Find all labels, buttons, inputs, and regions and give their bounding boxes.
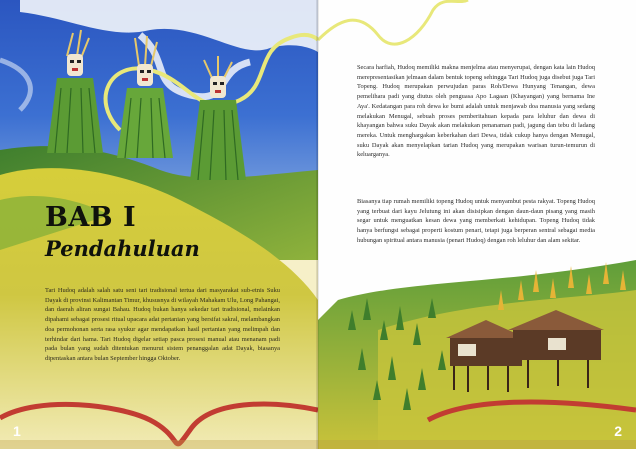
chapter-title: Pendahuluan [45, 236, 200, 261]
intro-paragraph: Tari Hudoq adalah salah satu seni tari tradisional tertua dari masyarakat sub-etnis Suku Dayak di provinsi Kalimantan Timur, khususnya di wilayah Mahakam Ulu, Long Pahangai, dan daerah aliran sungai Bahau. Hudoq bukan hanya sekedar tari tradisional, melainkan dipahami sebagai prosesi ritual upacara adat pertanian yang bersifat sakral, melambangkan doa permohonan serta rasa syukur agar mendapatkan hasil pertanian yang melimpah dan terhindar dari hama. Tari Hudoq digelar setiap pasca prosesi manual atau menanam padi pada bulan yang sudah ditentukan menurut sistem penanggalan adat Dayak, biasanya dipentaskan antara bulan September hingga Oktober. [45, 287, 280, 362]
ground [318, 440, 636, 449]
paragraph-1: Secara harfiah, Hudoq memiliki makna menjelma atau menyerupai, dengan kata lain Hudoq merepresentasikan jelmaan dalam bentuk topeng sehingga Tari Hudoq juga disebut juga Tari Topeng. Hudoq merupakan perwujudan paras Roh/Dewa Hunyang Tenangan, dewa pemelihara padi yang diutus oleh penguasa Apo Lagaan (Khayangan) yang bernama Ine Aya'. Kedatangan para roh dewa ke bumi adalah untuk menjawab doa manusia yang sedang melakukan Menugal, sebuah proses pemberitahuan kepada para leluhur dan dewa di khayangan bahwa suku Dayak akan melakukan penanaman padi, jagung dan tebu di ladang mereka. Untuk menghargakan keberkahan dari Dewa, tidak cukup hanya dengan Menugal, suku Dayak akan menyelapkan tarian Hudoq yang merupakan warisan turun-temurun di keluarganya. [357, 64, 595, 159]
ground [0, 440, 318, 449]
page-number-right: 2 [614, 423, 622, 439]
page-number-left: 1 [13, 423, 21, 439]
paragraph-2: Biasanya tiap rumah memiliki topeng Hudoq untuk menyambut pesta rakyat. Topeng Hudoq yang terbuat dari kayu Jelutung ini akan disisipkan dengan daun-daun pisang yang masih segar untuk menguatkan kesan dewa yang memberkati kehidupan. Topeng Hudoq tidak hanya berfungsi sebagai properti kostum penari, tetapi juga berperan sentral sebagai media hubungan spiritual antara manusia (penari Hudoq) dengan roh leluhur dan alam sekitar. [357, 198, 595, 244]
yellow-ribbon [318, 0, 468, 44]
chapter-label: BAB I [45, 202, 137, 233]
book-gutter [316, 0, 319, 449]
